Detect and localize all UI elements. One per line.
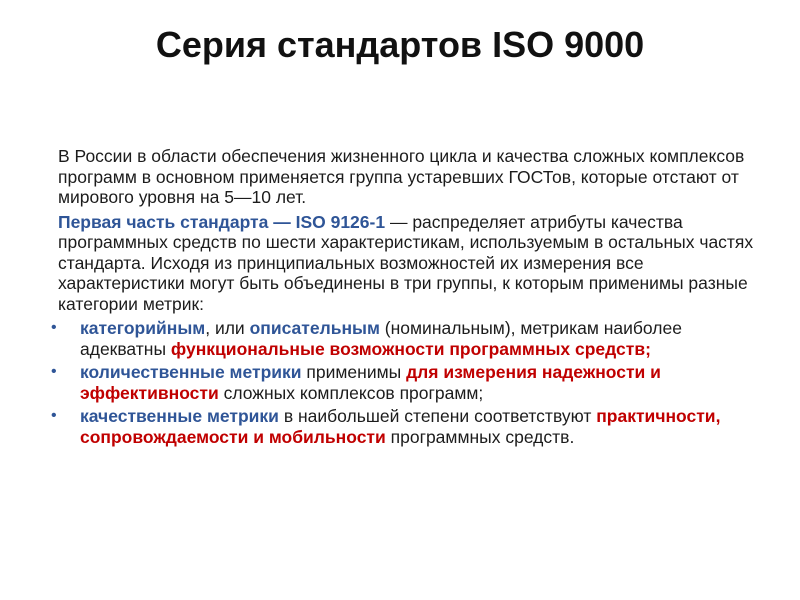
slide-body <box>51 146 758 450</box>
text: применимы <box>301 362 407 382</box>
text: программных средств. <box>385 426 575 447</box>
highlight-reliability: для измерения надежности и эффективности <box>80 362 661 403</box>
text: , или <box>205 318 250 338</box>
list-item-categorical <box>51 318 758 359</box>
highlight-functional: функциональные возможности программных средств; <box>170 338 651 359</box>
part1-text: — распределяет атрибуты качества программных средств по шести характеристикам, используемым в остальных частях стандарта. Исходя из принципиальных возможностей их измерения все характеристики могут быть объединены в три группы, к которым применимы разные категории метрик: <box>58 211 754 314</box>
list-item-qualitative <box>51 406 758 447</box>
part1-lead: Первая часть стандарта — ISO 9126-1 <box>58 211 386 232</box>
bullet-icon: • <box>51 407 57 424</box>
text: в наибольшей степени соответствуют <box>278 406 597 426</box>
highlight-usability: практичности, сопровождаемости и мобильности <box>80 406 721 447</box>
intro-paragraph: В России в области обеспечения жизненного цикла и качества сложных комплексов программ в основном применяется группа устаревших ГОСТов, которые отстают от мирового уровня на 5—10 лет. <box>58 146 745 207</box>
text: сложных комплексов программ; <box>218 382 484 403</box>
term-categorical: категорийным <box>80 318 206 338</box>
term-qualitative: качественные метрики <box>80 406 279 426</box>
bullet-icon: • <box>51 363 57 380</box>
text: (номинальным), метрикам наиболее адекватны <box>80 318 682 359</box>
term-quantitative: количественные метрики <box>80 362 302 382</box>
metric-list <box>51 318 758 447</box>
slide-title: Серия стандартов ISO 9000 <box>155 24 645 65</box>
term-descriptive: описательным <box>249 318 380 338</box>
list-item-quantitative <box>51 362 758 403</box>
bullet-icon: • <box>51 319 57 336</box>
part1-paragraph <box>58 212 758 315</box>
